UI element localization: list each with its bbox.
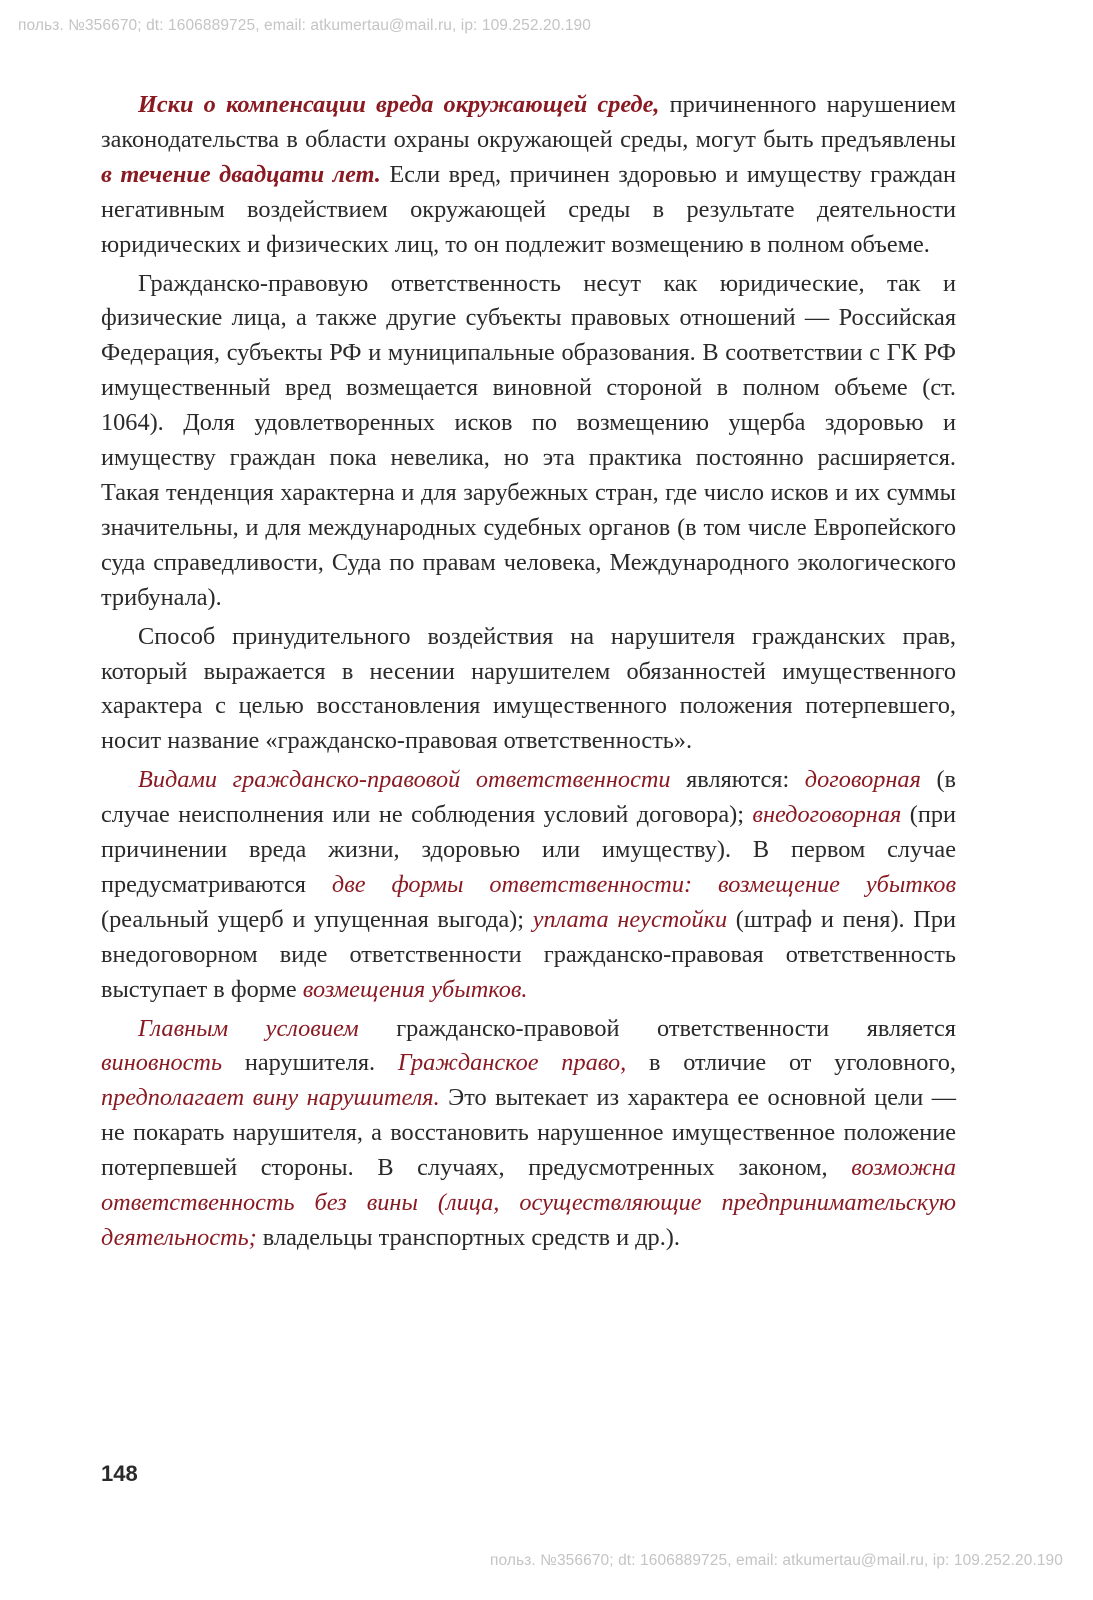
text-segment: гражданско-правовой ответственности является <box>358 1014 956 1042</box>
highlighted-term: возможна ответственность без вины (лица, осуществляющие предпринимательскую деятельность; <box>101 1154 956 1251</box>
text-segment: (при причинении вреда жизни, здоровью или имуществу). В первом случае предусматриваются <box>101 801 956 898</box>
highlighted-term: уплата неустойки <box>532 905 728 933</box>
text-segment: Если вред, причинен здоровью и имуществу граждан негативным воздействием окружающей среды в результате деятельности юридических и физических лиц, то он подлежит возмещению в полном объеме. <box>101 160 956 258</box>
page-number: 148 <box>101 1461 138 1486</box>
paragraph <box>101 620 956 760</box>
text-segment: Это вытекает из характера ее основной цели — не покарать нарушителя, а восстановить нарушенное имущественное положение потерпевшей стороны. В случаях, предусмотренных законом, <box>101 1084 956 1182</box>
text-segment: (штраф и пеня). При внедоговорном виде ответственности гражданско-правовая ответственность выступает в форме <box>101 905 956 1003</box>
paragraph <box>101 1012 956 1256</box>
text-segment: Способ принудительного воздействия на нарушителя гражданских прав, который выражается в несении нарушителем обязанностей имущественного характера с целью восстановления имущественного положения потерпевшего, носит название «гражданско-правовая ответственность». <box>101 622 956 755</box>
watermark-top: польз. №356670; dt: 1606889725, email: atkumertau@mail.ru, ip: 109.252.20.190 <box>18 17 591 34</box>
text-segment: (в случае неисполнения или не соблюдения условий договора); <box>101 766 957 829</box>
watermark-bottom: польз. №356670; dt: 1606889725, email: atkumertau@mail.ru, ip: 109.252.20.190 <box>490 1552 1063 1569</box>
text-segment: причиненного нарушением законодательства в области охраны окружающей среды, могут быть предъявлены <box>101 91 956 153</box>
highlighted-term: предполагает вину нарушителя. <box>101 1084 440 1112</box>
highlighted-term: две формы ответственности: возмещение убытков <box>331 870 956 898</box>
highlighted-term: виновность <box>101 1049 223 1077</box>
highlighted-term: договорная <box>804 766 921 794</box>
highlighted-term: Иски о компенсации вреда окружающей среде, <box>138 91 660 118</box>
highlighted-term: Гражданское право, <box>397 1049 627 1077</box>
text-segment: в отличие от уголовного, <box>626 1049 956 1077</box>
text-segment: являются: <box>670 766 805 794</box>
text-segment: Гражданско-правовую ответственность несут как юридические, так и физические лица, а также другие субъекты правовых отношений — Российская Федерация, субъекты РФ и муниципальные образования. В соответствии с ГК РФ имущественный вред возмещается виновной стороной в полном объеме (ст. 1064). Доля удовлетворенных исков по возмещению ущерба здоровью и имуществу граждан пока невелика, но эта практика постоянно расширяется. Такая тенденция характерна и для зарубежных стран, где число исков и их суммы значительны, и для международных судебных органов (в том числе Европейского суда справедливости, Суда по правам человека, Международного экологического трибунала). <box>101 269 956 611</box>
text-segment: нарушителя. <box>222 1049 398 1077</box>
paragraph <box>101 267 956 616</box>
text-segment: владельцы транспортных средств и др.). <box>256 1224 680 1251</box>
paragraph <box>101 763 956 1007</box>
highlighted-term: в течение двадцати лет. <box>101 160 381 188</box>
highlighted-term: Главным условием <box>138 1014 359 1042</box>
text-segment: (реальный ущерб и упущенная выгода); <box>101 905 533 933</box>
paragraph <box>101 88 956 263</box>
highlighted-term: Видами гражданско-правовой ответственности <box>138 766 671 794</box>
page-body <box>101 88 956 1256</box>
highlighted-term: внедоговорная <box>752 801 902 829</box>
highlighted-term: возмещения убытков. <box>302 975 528 1003</box>
